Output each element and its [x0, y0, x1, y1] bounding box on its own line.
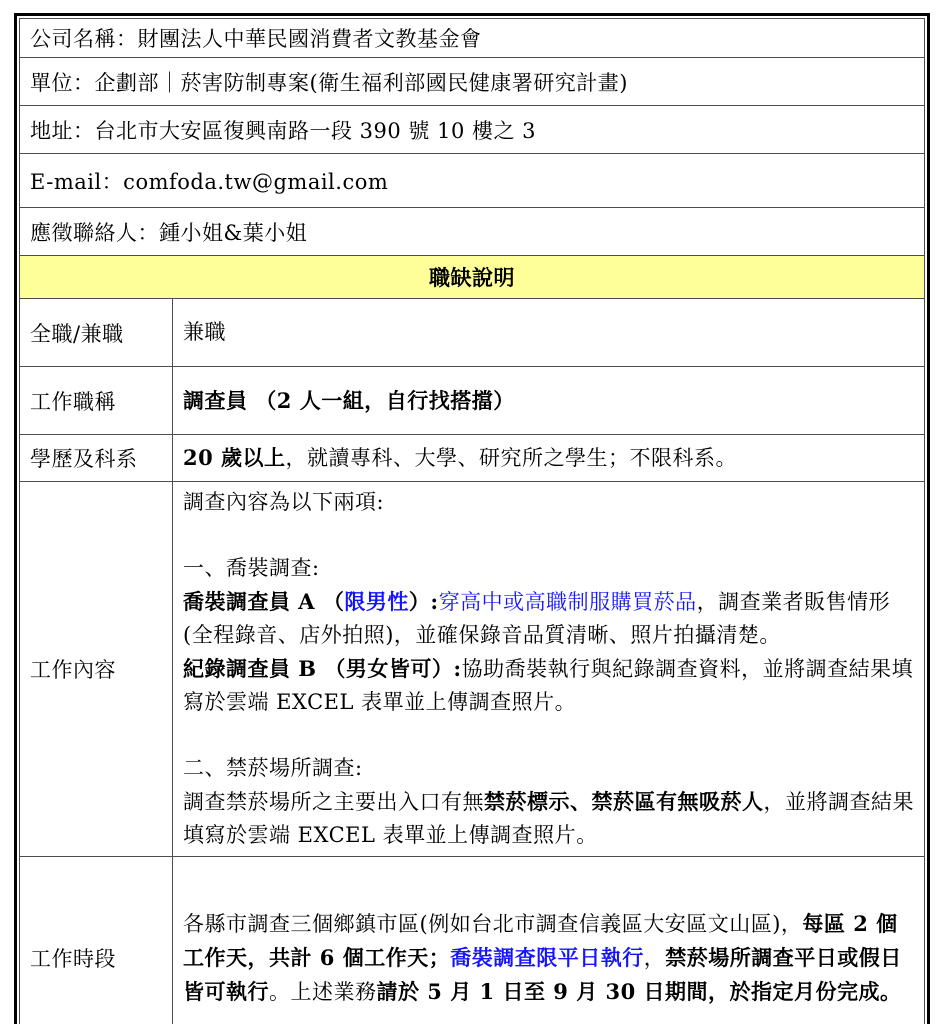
job-info-table	[19, 18, 925, 1024]
paragraph	[183, 316, 914, 349]
paragraph	[183, 552, 914, 585]
row-education-content	[173, 435, 925, 482]
paragraph	[183, 585, 914, 652]
address-row	[20, 106, 925, 154]
paragraph	[183, 785, 914, 852]
paragraph	[183, 752, 914, 785]
row-employment-type-label: 全職/兼職	[20, 299, 173, 367]
paragraph	[183, 486, 914, 519]
section-header-title: 職缺說明	[20, 256, 925, 299]
paragraph	[183, 907, 914, 1009]
row-employment-type	[20, 299, 925, 367]
paragraph	[183, 441, 914, 475]
text-run: 協助喬裝執行與紀錄調查資料，並將調查結果填寫於雲端 EXCEL 表單並上傳調查照片。	[183, 657, 914, 714]
row-job-description-content	[173, 482, 925, 857]
text-run: 調查內容為以下兩項:	[183, 490, 385, 514]
text-run: 。上述業務	[269, 980, 377, 1004]
text-run: ，就讀專科、大學、研究所之學生；不限科系。	[285, 446, 738, 470]
unit-row	[20, 58, 925, 106]
text-run: 調查禁菸場所之主要出入口有無	[183, 790, 484, 814]
table-outer-frame	[14, 13, 930, 1024]
unit-text: 單位：企劃部｜菸害防制專案(衛生福利部國民健康署研究計畫)	[20, 58, 925, 106]
text-run: ，調查業者販售情形(全程錄音、店外拍照)，並確保錄音品質清晰、照片拍攝清楚。	[183, 590, 891, 647]
job-table-body	[20, 19, 925, 1024]
text-run: 禁菸場所調查平日或假日皆可執行	[183, 945, 902, 1004]
address-text: 地址：台北市大安區復興南路一段 390 號 10 樓之 3	[20, 106, 925, 154]
text-run: 喬裝調查員 A （	[183, 589, 345, 614]
row-job-title-label: 工作職稱	[20, 367, 173, 435]
row-education-label: 學歷及科系	[20, 435, 173, 482]
text-run: 紀錄調查員 B （男女皆可）:	[183, 656, 462, 681]
text-run: 請於 5 月 1 日至 9 月 30 日期間，於指定月份完成。	[376, 979, 902, 1004]
text-run: 限男性	[344, 589, 409, 614]
row-education	[20, 435, 925, 482]
text-run: 禁菸標示、禁菸區有無吸菸人	[484, 789, 764, 814]
paragraph	[183, 719, 914, 752]
text-run: 二、禁菸場所調查:	[183, 756, 363, 780]
text-run: 調查員 （2 人一組，自行找搭擋）	[183, 387, 515, 413]
text-run: 各縣市調查三個鄉鎮市區(例如台北市調查信義區大安區文山區)，	[183, 912, 803, 936]
contact-person-row	[20, 208, 925, 256]
email-text: E-mail：comfoda.tw@gmail.com	[20, 154, 925, 208]
section-header-row	[20, 256, 925, 299]
contact-person-text: 應徵聯絡人：鍾小姐&葉小姐	[20, 208, 925, 256]
text-run: 每區 2 個工作天，共計 6 個工作天；	[183, 911, 898, 970]
company-name-text: 公司名稱：財團法人中華民國消費者文教基金會	[20, 19, 925, 58]
paragraph	[183, 519, 914, 552]
text-run: ）:	[408, 589, 439, 614]
text-run: 喬裝調查限平日執行	[450, 945, 644, 970]
paragraph	[183, 384, 914, 418]
row-job-description-label: 工作內容	[20, 482, 173, 857]
text-run: 兼職	[183, 320, 226, 344]
row-job-description	[20, 482, 925, 857]
text-run: 一、喬裝調查:	[183, 556, 320, 580]
company-name-row	[20, 19, 925, 58]
paragraph	[183, 652, 914, 719]
row-work-schedule	[20, 857, 925, 1024]
row-job-title-content	[173, 367, 925, 435]
email-row	[20, 154, 925, 208]
row-work-schedule-label: 工作時段	[20, 857, 173, 1024]
text-run: ，	[643, 946, 666, 970]
row-employment-type-content	[173, 299, 925, 367]
text-run: ，並將調查結果填寫於雲端 EXCEL 表單並上傳調查照片。	[183, 790, 914, 847]
row-job-title	[20, 367, 925, 435]
text-run: 20 歲以上	[183, 445, 286, 470]
text-run: 穿高中或高職制服購買菸品	[438, 590, 697, 614]
row-work-schedule-content	[173, 857, 925, 1024]
